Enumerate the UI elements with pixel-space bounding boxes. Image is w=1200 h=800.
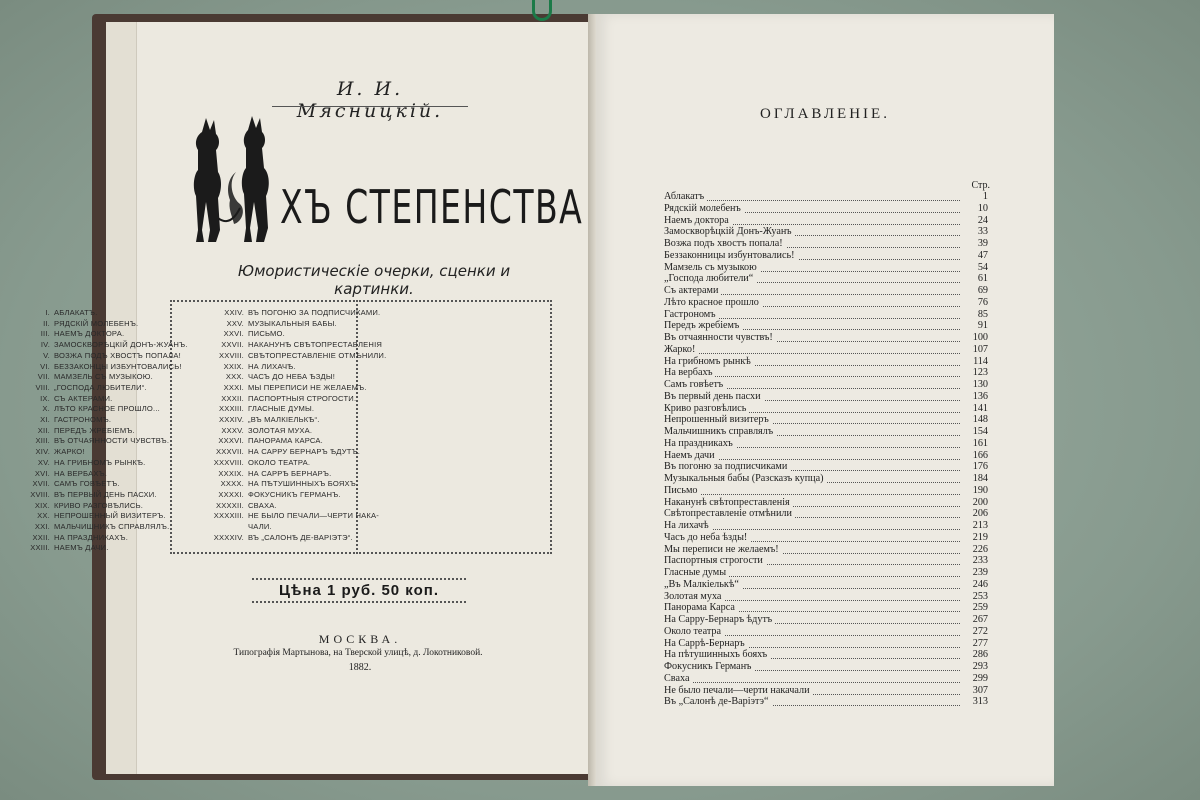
toc-entry [664,344,988,356]
toc-entry-page: 148 [960,414,988,426]
author-underline [272,106,468,107]
cover-contents-title: НА ПѢТУШИННЫХЪ БОЯХЪ. [248,479,359,489]
cover-contents-item [16,362,188,373]
toc-entry [664,262,988,274]
cover-contents-title: МЫ ПЕРЕПИСИ НЕ ЖЕЛАЕМЪ. [248,382,367,392]
cover-contents-number: III. [40,329,50,339]
cover-contents-item [16,404,188,415]
cover-contents-title: ВЪ ОТЧАЯННОСТИ ЧУВСТВЪ. [54,436,170,446]
cover-contents-number: VIII. [35,382,50,392]
toc-entry [664,579,988,591]
cover-contents-item [198,469,386,480]
toc-entry-title: Въ погоню за подписчиками [664,461,790,472]
toc-entry-page: 61 [960,273,988,285]
toc-entry-page: 200 [960,497,988,509]
cover-contents-number: XXVIII. [218,350,244,360]
devils-illustration [188,112,284,252]
toc-entry [664,414,988,426]
cover-contents-title: СВАХА. [248,500,277,510]
cover-contents-title: БЕЗЗАКОНЦЫ ИЗБУНТОВАЛИСЬ! [54,361,182,371]
cover-contents-title: ПИСЬМО. [248,329,285,339]
toc-entry-title: Криво разговѣлись [664,403,749,414]
cover-contents-number: XV. [37,457,50,467]
cover-contents-item [198,522,386,533]
toc-entry-page: 107 [960,344,988,356]
toc-entry-title: На пѣтушинныхъ бояхъ [664,649,770,660]
cover-contents-title: ПАСПОРТНЫЯ СТРОГОСТИ. [248,393,357,403]
toc-leader-dots [664,191,962,201]
toc-leader-dots [664,344,962,354]
cover-contents-item [16,372,188,383]
toc-entry-page: 54 [960,262,988,274]
toc-entry-title: На Сарру-Бернаръ ѣдутъ [664,614,775,625]
toc-entry [664,626,988,638]
cover-contents-list-left [14,304,190,558]
cover-contents-title: НА ГРИБНОМЪ РЫНКѢ. [54,457,146,467]
toc-entry [664,638,988,650]
toc-entry [664,356,988,368]
cover-contents-number: XXXIII. [218,404,244,414]
toc-entry [664,215,988,227]
cover-contents-title: МАМЗЕЛЬ СЪ МУЗЫКОЮ. [54,372,153,382]
cover-contents-number: XVIII. [30,489,50,499]
cover-contents-title: СВѢТОПРЕСТАВЛЕНІЕ ОТМѢНИЛИ. [248,350,387,360]
toc-entry [664,497,988,509]
cover-contents-title: НА ВЕРБАХЪ. [54,468,108,478]
cover-contents-item [16,533,188,544]
cover-contents-title: КРИВО РАЗГОВѢЛИСЬ. [54,500,144,510]
cover-contents-number: XXXIV. [219,415,244,425]
cover-contents-number: IV. [40,340,50,350]
cover-contents-title: САМЪ ГОВѢЕТЪ. [54,479,120,489]
cover-contents-number: XI. [40,415,50,425]
cover-contents-number: XXXXII. [216,500,244,510]
cover-contents-item [198,329,386,340]
cover-contents-number: VI. [40,361,50,371]
toc-entry-title: На грибномъ рынкѣ [664,356,754,367]
cover-contents-number: XXV. [226,318,244,328]
toc-entry [664,332,988,344]
cover-contents-number: XXXI. [223,382,244,392]
cover-contents-number: XIV. [35,447,50,457]
toc-entry-page: 226 [960,544,988,556]
toc-entry-title: Въ „Салонѣ де-Варіэтэ“ [664,696,772,707]
cover-contents-number: XXXVII. [216,447,244,457]
toc-entry-title: Жарко! [664,344,698,355]
toc-entry-page: 184 [960,473,988,485]
toc-entry-page: 213 [960,520,988,532]
cover-contents-item [198,533,386,544]
toc-entry-title: Мы переписи не желаемъ! [664,544,782,555]
cover-contents-number: XIX. [34,500,50,510]
toc-entry [664,614,988,626]
toc-entry [664,567,988,579]
toc-entry-title: Гастрономъ [664,309,719,320]
cover-contents-title: АБЛАКАТЪ. [54,308,98,317]
cover-contents-title: ГАСТРОНОМЪ. [54,415,112,425]
toc-entry-title: „Въ Малкіелькѣ“ [664,579,742,590]
cover-contents-title: МУЗЫКАЛЬНЫЯ БАБЫ. [248,318,337,328]
toc-entry [664,273,988,285]
toc-entry-page: 246 [960,579,988,591]
toc-entry [664,685,988,697]
toc-entry-title: Возжа подъ хвостъ попала! [664,238,786,249]
cover-contents-title: НА САРРУ БЕРНАРЪ ѢДУТЪ. [248,447,361,457]
cover-contents-number: IX. [40,393,50,403]
cover-contents-number: XXXVIII. [213,457,244,467]
toc-entry-page: 206 [960,508,988,520]
toc-entry-page: 33 [960,226,988,238]
cover-contents-item [198,394,386,405]
toc-entry [664,226,988,238]
cover-contents-item [198,447,386,458]
author-name: И. И. Мясницкій. [296,78,444,122]
cover-contents-item [16,383,188,394]
cover-contents-title: ЗОЛОТАЯ МУХА. [248,425,313,435]
toc-entry-page: 272 [960,626,988,638]
toc-entry-page: 161 [960,438,988,450]
cover-contents-number: XVI. [34,468,50,478]
publication-city: МОСКВА. [318,632,402,646]
cover-contents-item [198,436,386,447]
toc-entry-page: 307 [960,685,988,697]
cover-contents-title: ГЛАСНЫЕ ДУМЫ. [248,404,315,414]
toc-entry [664,367,988,379]
toc-entry [664,450,988,462]
cover-contents-item [198,415,386,426]
cover-contents-title: „ГОСПОДА ЛЮБИТЕЛИ“. [54,382,147,392]
toc-entry [664,238,988,250]
toc-entry-page: 267 [960,614,988,626]
cover-contents-title: ЧАСЪ ДО НЕБА ѢЗДЫ! [248,372,336,382]
cover-contents-item [16,329,188,340]
toc-entry-title: Мальчишникъ справлялъ [664,426,776,437]
cover-contents-number: XXVI. [223,329,244,339]
cover-contents-item [198,362,386,373]
toc-entry-page: 286 [960,649,988,661]
publication-year: 1882. [348,662,372,673]
toc-entry-title: Наканунѣ свѣтопреставленія [664,497,793,508]
cover-contents-title: НА ПРАЗДНИКАХЪ. [54,532,128,542]
cover-contents-number: I. [45,308,50,317]
cover-contents-number: XXX. [225,372,244,382]
toc-entry-page: 10 [960,203,988,215]
toc-entry-title: Въ первый день пасхи [664,391,764,402]
cover-contents-number: XXIII. [30,543,50,553]
toc-entry-title: На Саррѣ-Бернаръ [664,638,748,649]
toc-entry-page: 313 [960,696,988,708]
cover-contents-item [16,394,188,405]
cover-contents-item [16,501,188,512]
toc-entry [664,426,988,438]
toc-entry [664,520,988,532]
toc-entry-title: Гласные думы [664,567,729,578]
cover-contents-number: XXI. [34,522,50,532]
toc-entry-page: 114 [960,356,988,368]
cover-contents-title: ВОЗЖА ПОДЪ ХВОСТЪ ПОПАЛА! [54,350,181,360]
cover-contents-title: ЖАРКО! [54,447,85,457]
toc-entry-title: Наемъ дачи [664,450,718,461]
toc-entry-title: На лихачѣ [664,520,712,531]
toc-entry-title: Рядскій молебенъ [664,203,744,214]
toc-entry-page: 166 [960,450,988,462]
toc-entry [664,391,988,403]
toc-entry-page: 123 [960,367,988,379]
toc-entry-title: „Господа любители“ [664,273,756,284]
toc-entry-page: 24 [960,215,988,227]
cover-contents-title: НАКАНУНѢ СВѢТОПРЕСТАВЛЕНІЯ [248,340,383,350]
cover-contents-item [16,319,188,330]
toc-entry-page: 299 [960,673,988,685]
cover-contents-title: НА ЛИХАЧѢ. [248,361,296,371]
toc-entry-page: 233 [960,555,988,567]
toc-entry-page: 69 [960,285,988,297]
toc-entry [664,191,988,203]
toc-entry [664,649,988,661]
cover-contents-number: VII. [37,372,50,382]
toc-entry-page: 100 [960,332,988,344]
cover-contents-item [198,501,386,512]
toc-entry-title: Не было печали—черти накачали [664,685,813,696]
toc-entry [664,696,988,708]
toc-entry [664,591,988,603]
price-label: Цѣна 1 руб. 50 коп. [252,578,466,603]
cover-contents-title: НАЕМЪ ДАЧИ. [54,543,109,553]
cover-contents-item [16,469,188,480]
cover-contents-item [198,383,386,394]
cover-contents-item [198,404,386,415]
cover-contents-number: XVII. [32,479,50,489]
bookmark-ribbon [532,0,552,21]
cover-contents-number: XII. [37,425,50,435]
cover-contents-title: НЕПРОШЕННЫЙ ВИЗИТЕРЪ. [54,511,166,521]
book-subtitle: Юмористическіе очерки, сценки и картинки. [237,262,511,298]
toc-entry-title: Наемъ доктора [664,215,732,226]
cover-contents-item [16,308,188,319]
cover-contents-title: ЧАЛИ. [248,522,272,532]
cover-contents-item [16,511,188,522]
toc-entry [664,320,988,332]
toc-entry [664,297,988,309]
toc-entry-title: Свѣтопреставленіе отмѣнили [664,508,795,519]
toc-entry-page: 253 [960,591,988,603]
cover-contents-item [198,426,386,437]
toc-entry [664,438,988,450]
cover-contents-item [16,426,188,437]
toc-entry-page: 176 [960,461,988,473]
toc-entry [664,461,988,473]
printer-imprint: Типографія Мартынова, на Тверской улицѣ, д. Локотниковой. [233,648,483,658]
cover-contents-number: X. [42,404,50,414]
toc-entry-title: Около театра [664,626,724,637]
toc-entry-page: 136 [960,391,988,403]
toc-entry-title: Золотая муха [664,591,724,602]
cover-contents-number: XXIV. [224,308,244,317]
cover-contents-item [16,415,188,426]
cover-contents-number: XX. [37,511,50,521]
toc-entry-page: 219 [960,532,988,544]
cover-contents-item [16,522,188,533]
toc-entry-page: 154 [960,426,988,438]
cover-contents-list-right [196,304,388,547]
toc-entry-page: 1 [960,191,988,203]
toc-entry-title: Паспортныя строгости [664,555,766,566]
toc-entry-page: 239 [960,567,988,579]
cover-contents-title: РЯДСКІЙ МОЛЕБЕНЪ. [54,318,139,328]
cover-contents-title: ВЪ „САЛОНѢ ДЕ-ВАРІЭТЭ“. [248,532,353,542]
toc-entry-title: Мамзель съ музыкою [664,262,760,273]
toc-entry [664,485,988,497]
toc-entry [664,309,988,321]
toc-entry [664,403,988,415]
book-title: ХЪ СТЕПЕНСТВА [280,180,584,234]
cover-contents-item [16,436,188,447]
cover-contents-number: II. [43,318,50,328]
toc-entry-title: Лѣто красное прошло [664,297,762,308]
cover-contents-title: ОКОЛО ТЕАТРА. [248,457,311,467]
cover-contents-item [198,458,386,469]
toc-entry-page: 47 [960,250,988,262]
cover-contents-number: XXIX. [223,361,244,371]
toc-entry-title: Аблакатъ [664,191,707,202]
cover-contents-item [198,490,386,501]
cover-contents-number: XXVII. [221,340,244,350]
cover-contents-item [16,543,188,554]
toc-entry [664,379,988,391]
cover-contents-title: НЕ БЫЛО ПЕЧАЛИ—ЧЕРТИ НАКА- [248,511,380,521]
toc-entry-title: Беззаконницы избунтовались! [664,250,798,261]
cover-contents-number: XXXVI. [218,436,244,446]
cover-contents-item [16,458,188,469]
toc-entry [664,661,988,673]
cover-contents-number: XXXX. [220,479,244,489]
cover-contents-item [198,511,386,522]
toc-heading: ОГЛАВЛЕНІЕ. [760,106,890,122]
cover-contents-title: СЪ АКТЕРАМИ. [54,393,113,403]
toc-entry [664,532,988,544]
cover-contents-item [198,319,386,330]
cover-contents-number: XXXII. [221,393,244,403]
toc-entry-page: 85 [960,309,988,321]
cover-contents-title: ВЪ ПЕРВЫЙ ДЕНЬ ПАСХИ. [54,489,157,499]
cover-contents-item [198,351,386,362]
cover-contents-title: ЗАМОСКВОРѢЦКІЙ ДОНЪ-ЖУАНЪ. [54,340,188,350]
toc-entry-title: Съ актерами [664,285,721,296]
toc-leader-dots [664,673,962,683]
toc-entry-page: 259 [960,602,988,614]
toc-entry [664,555,988,567]
toc-entry-page: 39 [960,238,988,250]
cover-contents-item [198,479,386,490]
cover-contents-item [198,372,386,383]
cover-contents-item [198,340,386,351]
toc-entry-title: Передъ жребіемъ [664,320,742,331]
cover-contents-number: V. [43,350,50,360]
toc-entry [664,508,988,520]
cover-contents-title: „ВЪ МАЛКІЕЛЬКѢ“. [248,415,320,425]
cover-contents-number: XXII. [32,532,50,542]
cover-contents-item [16,340,188,351]
toc-entry-page: 91 [960,320,988,332]
cover-contents-item [198,308,386,319]
cover-contents-number: XIII. [35,436,50,446]
cover-contents-title: ФОКУСНИКЪ ГЕРМАНЪ. [248,489,341,499]
cover-contents-title: ВЪ ПОГОНЮ ЗА ПОДПИСЧИКАМИ. [248,308,381,317]
toc-leader-dots [664,485,962,495]
toc-entry-page: 76 [960,297,988,309]
cover-contents-number: XXXXIII. [213,511,244,521]
cover-contents-item [16,479,188,490]
toc-entry-title: Непрошенный визитеръ [664,414,772,425]
toc-entry-title: Самъ говѣетъ [664,379,726,390]
table-of-contents [664,191,988,708]
toc-entry-title: Письмо [664,485,701,496]
cover-contents-title: НА САРРѢ БЕРНАРЪ. [248,468,332,478]
page-column-label: Стр. [971,180,990,191]
toc-entry [664,602,988,614]
toc-entry-title: Часъ до неба ѣзды! [664,532,750,543]
cover-contents-title: ПЕРЕДЪ ЖРЕБІЕМЪ. [54,425,135,435]
cover-contents-item [16,490,188,501]
cover-contents-title: ПАНОРАМА КАРСА. [248,436,323,446]
cover-contents-item [16,447,188,458]
toc-entry [664,473,988,485]
toc-entry-page: 130 [960,379,988,391]
toc-entry-title: Музыкальныя бабы (Разсказъ купца) [664,473,827,484]
toc-entry-title: Въ отчаянности чувствъ! [664,332,776,343]
cover-contents-title: ЛѢТО КРАСНОЕ ПРОШЛО... [54,404,160,414]
toc-entry [664,285,988,297]
cover-contents-number: XXXIX. [218,468,244,478]
toc-entry [664,250,988,262]
cover-contents-title: МАЛЬЧИШНИКЪ СПРАВЛЯЛЪ. [54,522,170,532]
toc-entry-page: 277 [960,638,988,650]
toc-entry-title: Фокусникъ Германъ [664,661,754,672]
toc-entry-title: На праздникахъ [664,438,736,449]
toc-entry-title: На вербахъ [664,367,715,378]
toc-entry-page: 141 [960,403,988,415]
toc-entry-title: Панорама Карса [664,602,738,613]
cover-contents-number: XXXXI. [218,489,244,499]
toc-entry-page: 190 [960,485,988,497]
toc-entry [664,203,988,215]
cover-contents-title: НАЕМЪ ДОКТОРА. [54,329,125,339]
cover-contents-number: XXXXIV. [213,532,244,542]
toc-entry [664,544,988,556]
toc-entry-title: Сваха [664,673,692,684]
toc-entry [664,673,988,685]
cover-contents-number: XXXV. [221,425,244,435]
toc-entry-page: 293 [960,661,988,673]
toc-entry-title: Замоскворѣцкій Донъ-Жуанъ [664,226,795,237]
cover-contents-item [16,351,188,362]
